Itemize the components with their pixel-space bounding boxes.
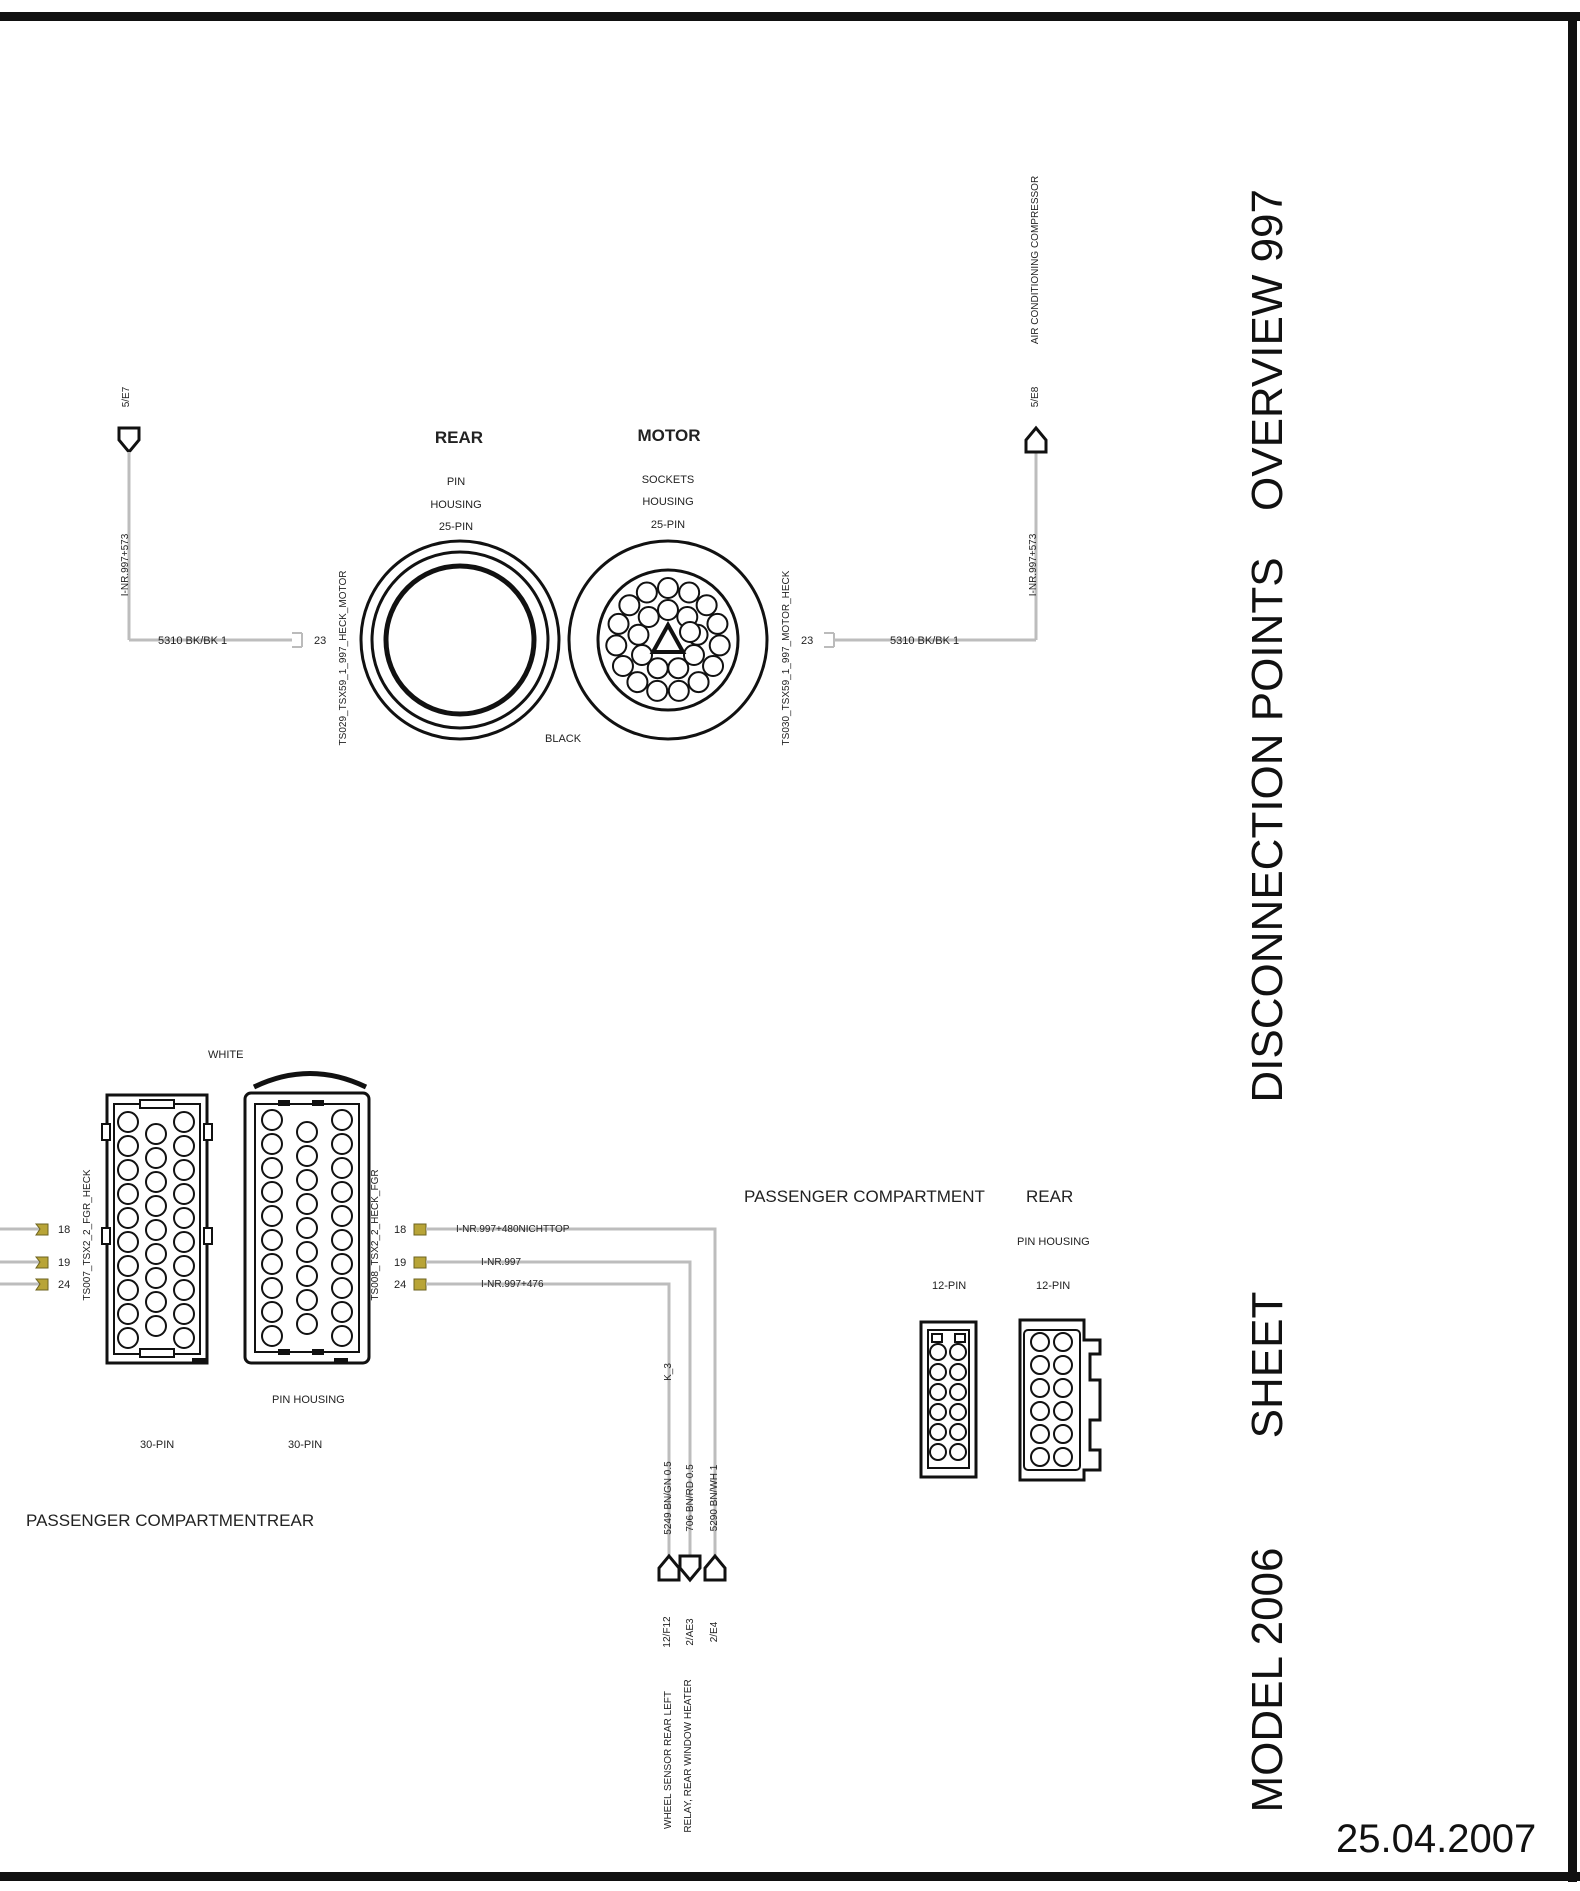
right-ref-label: 5/E8 — [1030, 386, 1041, 408]
left30-pin-10 — [118, 1184, 138, 1204]
motor-socket-5 — [710, 635, 730, 655]
right30-pin-4 — [262, 1134, 282, 1154]
right12-pin-6 — [1054, 1379, 1072, 1397]
right30-pin-3 — [332, 1110, 352, 1130]
left12-pin-11 — [930, 1444, 946, 1460]
left30-pin-17 — [146, 1244, 166, 1264]
motor-socket-housing-25 — [569, 541, 767, 739]
right12-pin-5 — [1031, 1379, 1049, 1397]
pin-housing-30-right — [192, 1074, 369, 1365]
inr-476: I-NR.997+476 — [481, 1279, 544, 1290]
motor-socket-24 — [639, 607, 659, 627]
right30-pin-24 — [332, 1278, 352, 1298]
right12-pin-4 — [1054, 1356, 1072, 1374]
left30-pin-5 — [146, 1148, 166, 1168]
dest-rear-window-relay: RELAY, REAR WINDOW HEATER — [683, 1679, 694, 1833]
right12-pin-11 — [1031, 1448, 1049, 1466]
motor-socket-20 — [668, 658, 688, 678]
pin-housing-label: PIN HOUSING — [272, 1394, 345, 1406]
motor-socket-12 — [606, 635, 626, 655]
page-frame — [0, 12, 1580, 1882]
motor-socket-23 — [628, 625, 648, 645]
left-30pin-label: 30-PIN — [140, 1439, 175, 1451]
left30-pin-14 — [146, 1220, 166, 1240]
rear-desc-housing: HOUSING — [430, 499, 482, 511]
motor-socket-6 — [703, 656, 723, 676]
left-pin-24: 24 — [58, 1279, 71, 1291]
k3-label: K_3 — [663, 1363, 674, 1381]
heck-fgr-connector-id: TS008_TSX2_2_HECK_FGR — [370, 1169, 381, 1301]
right12-pin-7 — [1031, 1402, 1049, 1420]
right12-pin-10 — [1054, 1425, 1072, 1443]
inr-997: I-NR.997 — [481, 1257, 522, 1268]
white-color-label: WHITE — [208, 1049, 244, 1061]
rear-label: REAR — [1026, 1187, 1074, 1206]
terminal-e4-icon — [705, 1556, 725, 1580]
right30-pin-2 — [297, 1122, 317, 1142]
left12-pin-1 — [930, 1344, 946, 1360]
title-sheet: SHEET — [1243, 1291, 1292, 1439]
left30-pin-1 — [118, 1112, 138, 1132]
motor-socket-11 — [613, 656, 633, 676]
left12-pin-4 — [950, 1364, 966, 1380]
right30-pin-12 — [332, 1182, 352, 1202]
socket-housing-12 — [921, 1322, 976, 1477]
left-inr-label: I-NR.997+573 — [120, 533, 131, 597]
motor-socket-25 — [680, 622, 700, 642]
right30-pin-16 — [262, 1230, 282, 1250]
left30-pin-27 — [174, 1304, 194, 1324]
left30-pin-25 — [118, 1304, 138, 1324]
left12-pin-2 — [950, 1344, 966, 1360]
right30-pin-14 — [297, 1218, 317, 1238]
inr-480nichttop: I-NR.997+480NICHTTOP — [456, 1224, 570, 1235]
title-disconnection-points: DISCONNECTION POINTS — [1243, 557, 1292, 1103]
rear-desc-count: 25-PIN — [438, 521, 474, 533]
terminal-rear-window-relay-icon — [680, 1556, 700, 1580]
left30-pin-23 — [146, 1292, 166, 1312]
right30-pin-28 — [262, 1326, 282, 1346]
right30-pin-9 — [332, 1158, 352, 1178]
motor-socket-3 — [697, 595, 717, 615]
right-pin-24: 24 — [394, 1279, 407, 1291]
motor-socket-4 — [707, 614, 727, 634]
pin-housing-label-right: PIN HOUSING — [1017, 1236, 1090, 1248]
rear-desc-pin: PIN — [446, 476, 466, 488]
left12-pin-10 — [950, 1424, 966, 1440]
motor-socket-16 — [658, 600, 678, 620]
left30-pin-3 — [174, 1112, 194, 1132]
dest-wheel-sensor: WHEEL SENSOR REAR LEFT — [663, 1691, 674, 1829]
left12-pin-12 — [950, 1444, 966, 1460]
left-pin-label: 23 — [314, 635, 327, 647]
right-pin-19: 19 — [394, 1257, 407, 1269]
left30-pin-8 — [146, 1172, 166, 1192]
right30-pin-20 — [297, 1266, 317, 1286]
rear-pin-housing-25 — [361, 541, 559, 739]
left30-pin-29 — [174, 1328, 194, 1348]
right12-pin-3 — [1031, 1356, 1049, 1374]
motor-socket-14 — [619, 595, 639, 615]
right30-pin-5 — [297, 1146, 317, 1166]
left30-pin-18 — [174, 1232, 194, 1252]
title-overview: OVERVIEW 997 — [1243, 189, 1292, 511]
left12-pin-8 — [950, 1404, 966, 1420]
right30-pin-7 — [262, 1158, 282, 1178]
motor-desc-count: 25-PIN — [650, 519, 686, 531]
right-inr-label: I-NR.997+573 — [1028, 533, 1039, 597]
left30-pin-13 — [118, 1208, 138, 1228]
left-ref-label: 5/E7 — [121, 386, 132, 408]
bottom-left-section — [0, 1049, 725, 1833]
title-date: 25.04.2007 — [1336, 1817, 1537, 1861]
socket-housing-30-left — [102, 1095, 212, 1363]
right30-pin-10 — [262, 1182, 282, 1202]
left30-pin-11 — [146, 1196, 166, 1216]
right30-pin-6 — [332, 1134, 352, 1154]
motor-socket-13 — [609, 614, 629, 634]
top-section — [119, 176, 1046, 746]
left30-pin-15 — [174, 1208, 194, 1228]
right30-pin-26 — [297, 1314, 317, 1334]
left-pin-19: 19 — [58, 1257, 71, 1269]
right30-pin-18 — [332, 1230, 352, 1250]
left30-pin-24 — [174, 1280, 194, 1300]
right-30pin-label: 30-PIN — [288, 1439, 323, 1451]
right30-pin-17 — [297, 1242, 317, 1262]
right30-pin-21 — [332, 1254, 352, 1274]
right-destination-label: AIR CONDITIONING COMPRESSOR — [1030, 175, 1041, 345]
right-wire-label: 5310 BK/BK 1 — [890, 635, 960, 647]
left-connector-id: TS029_TSX59_1_997_HECK_MOTOR — [338, 570, 349, 746]
right30-pin-1 — [262, 1110, 282, 1130]
motor-socket-15 — [637, 582, 657, 602]
left-wire-label: 5310 BK/BK 1 — [158, 635, 228, 647]
bottom-right-section — [744, 1187, 1100, 1480]
motor-socket-2 — [679, 582, 699, 602]
right30-pin-19 — [262, 1254, 282, 1274]
right12-pin-8 — [1054, 1402, 1072, 1420]
pin-housing-12 — [1020, 1320, 1100, 1480]
left30-pin-28 — [118, 1328, 138, 1348]
right30-pin-13 — [262, 1206, 282, 1226]
right30-pin-8 — [297, 1170, 317, 1190]
left30-pin-16 — [118, 1232, 138, 1252]
left30-pin-26 — [146, 1316, 166, 1336]
left-terminal-marker-icon — [119, 428, 139, 452]
black-color-label: BLACK — [545, 733, 582, 745]
right30-pin-23 — [297, 1290, 317, 1310]
left12-pin-3 — [930, 1364, 946, 1380]
left30-pin-22 — [118, 1280, 138, 1300]
left30-pin-7 — [118, 1160, 138, 1180]
motor-socket-22 — [632, 645, 652, 665]
right30-pin-22 — [262, 1278, 282, 1298]
motor-socket-8 — [669, 681, 689, 701]
right-pin-18: 18 — [394, 1224, 407, 1236]
right12-pin-1 — [1031, 1333, 1049, 1351]
motor-connector-title: MOTOR — [637, 426, 701, 445]
right-connector-id: TS030_TSX59_1_997_MOTOR_HECK — [781, 570, 792, 746]
ref-2ae3: 2/AE3 — [685, 1618, 696, 1646]
right-terminal-marker-icon — [1026, 428, 1046, 452]
left-pin-18: 18 — [58, 1224, 71, 1236]
left30-pin-9 — [174, 1160, 194, 1180]
motor-desc-sockets: SOCKETS — [641, 474, 695, 486]
ref-2e4: 2/E4 — [709, 1621, 720, 1643]
right12-pin-2 — [1054, 1333, 1072, 1351]
terminal-wheel-sensor-icon — [659, 1556, 679, 1580]
left30-pin-21 — [174, 1256, 194, 1276]
left12-pin-6 — [950, 1384, 966, 1400]
passenger-compartment-rear-label: PASSENGER COMPARTMENTREAR — [26, 1511, 315, 1530]
right30-pin-27 — [332, 1302, 352, 1322]
right30-pin-25 — [262, 1302, 282, 1322]
ref-12f12: 12/F12 — [662, 1616, 673, 1648]
left30-pin-12 — [174, 1184, 194, 1204]
left-12pin-label: 12-PIN — [932, 1280, 967, 1292]
right30-pin-29 — [332, 1326, 352, 1346]
motor-socket-1 — [658, 578, 678, 598]
left30-pin-4 — [118, 1136, 138, 1156]
left30-pin-6 — [174, 1136, 194, 1156]
wire-5249: 5249 BN/GN 0.5 — [663, 1461, 674, 1535]
motor-desc-housing: HOUSING — [642, 496, 694, 508]
right30-pin-11 — [297, 1194, 317, 1214]
rear-connector-title: REAR — [434, 428, 484, 447]
wire-5290: 5290 BN/WH 1 — [709, 1464, 720, 1532]
left12-pin-9 — [930, 1424, 946, 1440]
left12-pin-7 — [930, 1404, 946, 1420]
fgr-heck-connector-id: TS007_TSX2_2_FGR_HECK — [82, 1169, 93, 1301]
right30-pin-15 — [332, 1206, 352, 1226]
wire-706: 706 BN/RD 0.5 — [685, 1464, 696, 1532]
left30-pin-20 — [146, 1268, 166, 1288]
right12-pin-9 — [1031, 1425, 1049, 1443]
title-model: MODEL 2006 — [1243, 1547, 1292, 1813]
right12-pin-12 — [1054, 1448, 1072, 1466]
left30-pin-19 — [118, 1256, 138, 1276]
left12-pin-5 — [930, 1384, 946, 1400]
motor-socket-7 — [689, 672, 709, 692]
passenger-compartment-label: PASSENGER COMPARTMENT — [744, 1187, 985, 1206]
motor-socket-9 — [647, 681, 667, 701]
right-12pin-label: 12-PIN — [1036, 1280, 1071, 1292]
motor-socket-10 — [627, 672, 647, 692]
left30-pin-2 — [146, 1124, 166, 1144]
right-pin-label: 23 — [801, 635, 814, 647]
